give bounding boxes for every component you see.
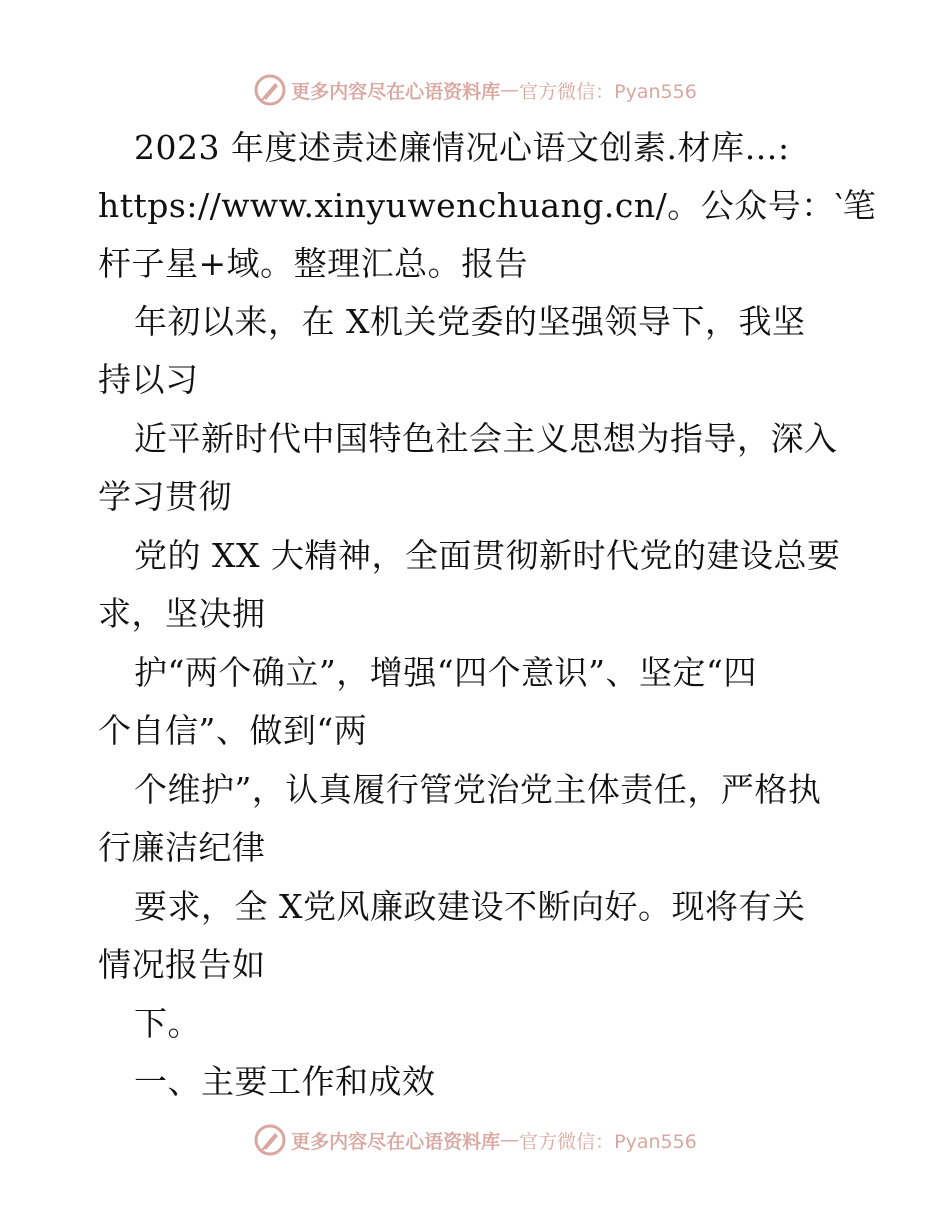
document-line: https://www.xinyuwenchuang.cn/。公众号：‵笔: [98, 186, 877, 225]
pen-nib-circle-icon: [253, 1123, 287, 1157]
watermark-main-text: 更多内容尽在心语资料库: [291, 80, 501, 103]
watermark-footer: [0, 1120, 950, 1160]
section-heading: 一、主要工作和成效: [134, 1062, 436, 1101]
document-line: 2023 年度述责述廉情况心语文创素.材库…:: [134, 128, 790, 167]
watermark-main-text: 更多内容尽在心语资料库: [291, 1130, 501, 1153]
pen-nib-circle-icon: [253, 73, 287, 107]
document-line: 党的 XX 大精神，全面贯彻新时代党的建设总要: [134, 536, 841, 575]
document-line: 杆子星+域。整理汇总。报告: [98, 244, 529, 283]
watermark-sub-text: 官方微信：Pyan556: [519, 1130, 697, 1153]
document-line: 年初以来，在 X机关党委的坚强领导下，我坚: [134, 302, 806, 341]
document-line: 持以习: [98, 360, 199, 399]
document-line: 个维护”，认真履行管党治党主体责任，严格执: [134, 770, 822, 809]
watermark-header: [0, 70, 950, 110]
document-line: 行廉洁纪律: [98, 828, 266, 867]
watermark-separator: —: [500, 1129, 520, 1151]
watermark-separator: —: [500, 79, 520, 101]
document-line: 情况报告如: [98, 945, 266, 984]
document-line: 求，坚决拥: [98, 594, 266, 633]
document-line: 下。: [134, 1004, 201, 1043]
watermark-sub-text: 官方微信：Pyan556: [519, 80, 697, 103]
document-line: 个自信”、做到“两: [98, 711, 368, 750]
document-line: 近平新时代中国特色社会主义思想为指导，深入: [134, 419, 838, 458]
document-line: 护“两个确立”，增强“四个意识”、坚定“四: [134, 653, 757, 692]
document-line: 要求，全 X党风廉政建设不断向好。现将有关: [134, 887, 806, 926]
document-line: 学习贯彻: [98, 477, 232, 516]
